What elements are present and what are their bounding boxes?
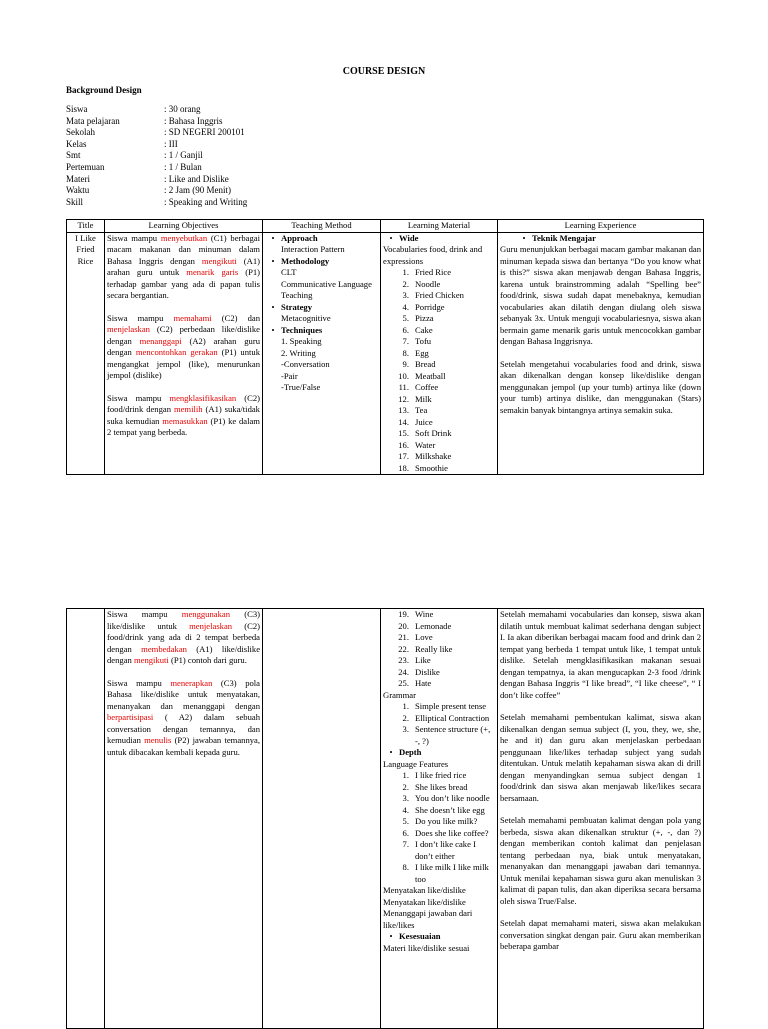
list-item [383,782,495,794]
expression-item: Menyatakan like/dislike [383,885,466,895]
list-number: 9. [402,359,409,369]
list-item-text: You don’t like noodle [415,793,490,803]
info-label: Smt [66,150,81,161]
list-number: 3. [402,290,409,300]
list-number: 20. [398,620,409,631]
list-number: 4. [402,301,409,312]
expression-item: Menanggapi jawaban dari like/likes [383,908,473,930]
learning-experience-cell [498,609,704,1029]
info-label: Pertemuan [66,161,105,172]
teaching-method-cell-empty [263,609,381,1029]
list-item-text: Fried Chicken [415,290,464,300]
bullet-icon: • [271,301,275,312]
text-span: (C2) food/drink yang ada di 2 tempat berbeda dengan [107,620,261,654]
info-value: : SD NEGERI 200101 [164,127,245,138]
wide-label: Wide [399,232,419,243]
list-item [383,348,495,360]
list-number: 23. [398,655,409,665]
list-item-text: Coffee [415,382,439,392]
methodology-label: Methodology [281,255,330,266]
info-row [66,127,247,139]
list-item-text: She doesn’t like egg [415,804,485,815]
list-number: 11. [398,382,409,392]
list-item-text: Bread [415,359,436,369]
highlighted-verb: berpartisipasi [107,712,154,722]
list-number: 13. [398,405,409,415]
vocabulary-list [383,267,495,474]
highlighted-verb: mengklasifikasikan [169,392,237,403]
experience-paragraph: Setelah memahami pembuatan kalimat dengan pola yang berbeda, siswa akan dikenalkan struktur (+, -, dan ?) dengan memberikan contoh kalimat dan penjelasan tentang perbedaan nya, biak untuk menyatakan, menanyakan dan menanggapi jawaban dari temannya. Untuk menilai kepahaman siswa guru akan menuliskan 3 kalimat di papan tulis, dan akan diperiksa secara bersama oleh siswa True/False. [500,815,701,906]
list-item [383,463,495,475]
learning-material-cell [381,609,498,1029]
info-value: : 2 Jam (90 Menit) [164,185,231,196]
list-item-text: Pizza [415,313,434,323]
text-span: Siswa mampu [107,609,182,619]
list-item [383,267,495,279]
text-span: Siswa mampu [107,392,170,403]
header-learning-objectives: Learning Objectives [105,220,263,233]
strategy-value: Metacognitive [281,313,331,323]
info-value: : Like and Dislike [164,173,229,184]
list-item-text: Dislike [415,666,440,677]
info-row [66,139,247,151]
expression-item: Menyatakan like/dislike [383,896,466,907]
list-item-text: She likes bread [415,781,468,792]
list-number: 7. [402,839,409,849]
highlighted-verb: menanggapi [139,335,182,346]
experience-paragraph: Setelah memahami vocabularies dan konsep, siswa akan dilatih untuk membuat kalimat sederhana dengan subject I. Ia akan diberikan berbagai macam food and drink dan 2 tempat yang berbeda 1 tempat untuk like, 1 tempat untuk dislike. Setelah mengklasifikasikan makanan sesuai dengan tempatnya, ia akan mengucapkan 2-3 food /drink dengan Bahasa Inggris “I like bread”, “I like cheese”, “ I don’t like coffee” [500,609,701,700]
experience-paragraph: Setelah dapat memahami materi, siswa akan melakukan conversation singkat dengan pair. Guru akan memberikan beberapa gambar [500,918,701,951]
list-number: 3. [402,724,409,734]
list-number: 3. [402,793,409,803]
bullet-icon: • [271,324,275,335]
objective-paragraph [107,678,260,759]
list-item-text: Does she like coffee? [415,827,489,838]
list-item-text: Lemonade [415,620,452,631]
list-number: 16. [398,439,409,450]
list-item [383,816,495,828]
list-number: 5. [402,816,409,826]
methodology-value: Communicative Language Teaching [281,278,372,300]
highlighted-verb: menggunakan [181,609,231,619]
highlighted-verb: memahami [173,312,212,323]
grammar-list [383,701,495,747]
list-item-text: Wine [415,609,434,619]
list-item [383,382,495,394]
text-span: (A1) suka/tidak suka kemudian [107,404,260,426]
text-span: Siswa mampu [107,677,171,688]
list-item [383,839,495,862]
highlighted-verb: mengikuti [201,255,237,266]
list-item-text: Milk [415,393,432,404]
highlighted-verb: menarik garis [186,267,239,277]
info-label: Sekolah [66,127,95,138]
text-span: (C2) dan [211,312,260,323]
wide-intro: Vocabularies food, drink and expressions [383,244,483,266]
kesesuaian-label: Kesesuaian [399,931,441,941]
page-title: COURSE DESIGN [342,66,426,77]
learning-experience-cell [498,232,704,475]
list-number: 15. [398,428,409,438]
methodology-value: CLT [281,267,297,277]
info-value: : 1 / Bulan [164,161,202,172]
title-cell-empty [67,609,105,1029]
list-item [383,290,495,302]
info-row [66,162,247,174]
list-item [383,793,495,805]
teaching-method-cell [263,232,381,475]
highlighted-verb: menyebutkan [160,232,208,243]
info-label: Materi [66,173,90,184]
list-item-text: Milkshake [415,451,452,461]
list-number: 25. [398,678,409,688]
list-number: 14. [398,416,409,427]
vocabulary-list [383,609,495,690]
technique-item: 2. Writing [281,347,316,358]
list-number: 24. [398,666,409,677]
list-item-text: Elliptical Contraction [415,712,490,723]
experience-paragraph: Setelah memahami pembentukan kalimat, siswa akan dikenalkan dengan semua subject (I, you, they, we, she, he and it) dan guru akan menjelaskan perbedaan penggunaan like/likes terhadap subject yang sudah ditentukan. Untuk melatih kepahaman siswa akan di drill dengan menyandingkan semua subject dengan 1 food/drink dan siswa akan menjawab like/likes secara bersamaan. [500,712,701,803]
text-span: (P1) contoh dari guru. [168,655,247,665]
highlighted-verb: mengikuti [133,655,169,665]
list-item-text: Meatball [415,370,446,381]
list-number: 5. [402,313,409,323]
highlighted-verb: mencontohkan gerakan [135,347,218,357]
text-span: (C2) food/drink dengan [107,392,261,414]
list-item [383,667,495,679]
objectives-cell [105,232,263,475]
info-value: : Bahasa Inggris [164,115,223,126]
text-span: (A1) arahan guru untuk [107,255,260,277]
info-value: : Speaking and Writing [164,196,248,207]
experience-paragraph: Guru menunjukkan berbagai macam gambar makanan dan minuman kepada siswa dan bertanya “Do you know what is this?” siswa akan menjawab dengan Bahasa Inggris, karena untuk brainstromming adalah “Spelling bee” food/drink, siswa sudah dapat menebaknya, kemudian vocabularies akan dilatih dengan diulang oleh siswa sebanyak 3x. Untuk menguji vocabulariesnya, siswa akan bermain game menarik garis untuk mencocokkan gambar dengan Bahasa Inggrisnya. [500,244,701,346]
kesesuaian-text: Materi like/dislike sesuai [383,942,470,953]
highlighted-verb: menjelaskan [189,620,233,631]
bullet-icon: • [271,255,275,266]
highlighted-verb: membedakan [141,643,187,654]
table-row [67,609,704,1029]
list-number: 1. [402,770,409,780]
list-item-text: Juice [415,416,433,427]
list-item-text: Like [415,655,431,665]
section-heading: Background Design [66,85,142,95]
bullet-icon: • [271,232,275,243]
header-learning-material: Learning Material [381,220,498,233]
list-item [383,828,495,840]
list-item [383,371,495,383]
info-row [66,116,247,128]
list-number: 2. [402,278,409,289]
list-number: 12. [398,393,409,404]
techniques-label: Techniques [281,324,323,335]
list-item [383,417,495,429]
info-value: : III [164,138,178,149]
text-span: (C1) berbagai macam makanan dan minuman dalam Bahasa Inggris dengan [107,232,260,266]
list-item-text: I don’t like cake I don’t either [415,839,476,861]
table-row [67,232,704,475]
list-item-text: Cake [415,324,433,335]
highlighted-verb: menjelaskan [107,324,150,334]
list-item [383,359,495,371]
document-page-2 [0,560,768,1024]
list-item-text: I like milk I like milk too [415,862,489,884]
list-number: 2. [402,781,409,792]
list-item-text: Do you like milk? [415,816,478,826]
list-item [383,621,495,633]
text-span: (P1) terhadap gambar yang ada di papan tulis secara bergantian. [107,267,261,300]
list-item [383,440,495,452]
info-row [66,185,247,197]
list-item [383,302,495,314]
list-item-text: Love [415,632,433,642]
depth-label: Depth [399,747,422,757]
list-number: 1. [402,267,409,277]
list-item-text: Egg [415,347,429,358]
highlighted-verb: memilih [173,404,203,414]
text-span: (A1) like/dislike dengan [107,643,261,665]
list-number: 2. [402,712,409,723]
list-item [383,336,495,348]
text-span: (P1) ke dalam 2 tempat yang berbeda. [107,415,260,437]
text-span: (P1) untuk mengangkat jempol (like), menurunkan jempol (dislike) [107,347,261,380]
bullet-icon: • [522,232,526,243]
objective-paragraph [107,313,260,382]
list-item [383,713,495,725]
language-features-list [383,770,495,885]
header-learning-experience: Learning Experience [498,220,704,233]
list-item [383,279,495,291]
table-header-row [67,220,704,233]
info-row [66,197,247,209]
highlighted-verb: menerapkan [170,677,213,688]
list-item [383,428,495,440]
list-number: 7. [402,336,409,346]
list-number: 4. [402,804,409,815]
list-number: 17. [398,451,409,461]
text-span: (C2) perbedaan like/dislike dengan [107,324,260,346]
list-item [383,325,495,337]
list-item-text: Sentence structure (+, -, ?) [415,724,491,746]
title-cell: I Like Fried Rice [67,232,105,475]
experience-paragraph: Setelah mengetahui vocabularies food and drink, siswa akan dikenalkan dengan konsep like/dislike dengan menggunakan jempol (up your tumb) artinya like (down your tumb) artinya dislike, dan menggunakan (Stars) semakin banyak bintangnya artinya semakin suka. [500,358,701,415]
list-item-text: Hate [415,678,432,688]
info-label: Skill [66,196,84,207]
list-number: 18. [398,462,409,473]
list-item [383,632,495,644]
list-item-text: Fried Rice [415,267,452,277]
bullet-icon: • [389,931,393,941]
list-number: 8. [402,347,409,358]
list-item-text: Tofu [415,336,432,346]
list-item-text: Tea [415,405,428,415]
text-span: (A2) arahan guru dengan [107,335,260,357]
text-span: (C3) like/dislike untuk [107,609,261,631]
text-span: (C3) pola Bahasa like/dislike untuk menyatakan, menanyakan dan menanggapi dengan [107,677,260,711]
info-label: Kelas [66,138,87,149]
list-item [383,655,495,667]
text-span: Siswa mampu [107,232,161,243]
course-design-table-page-1 [66,219,704,475]
list-number: 6. [402,324,409,335]
grammar-label: Grammar [383,689,416,700]
technique-item: 1. Speaking [281,336,322,346]
list-item [383,405,495,417]
objective-paragraph [107,233,260,302]
list-item [383,313,495,325]
info-value: : 1 / Ganjil [164,150,203,161]
bullet-icon: • [389,747,393,757]
header-teaching-method: Teaching Method [263,220,381,233]
technique-item: -Pair [281,370,298,381]
highlighted-verb: menulis [144,735,172,745]
list-item-text: Soft Drink [415,428,452,438]
bullet-icon: • [389,232,393,243]
list-item-text: I like fried rice [415,770,467,780]
list-item [383,644,495,656]
list-number: 8. [402,862,409,872]
list-item [383,678,495,690]
header-title: Title [67,220,105,233]
text-span: (P2) jawaban temannya, untuk dibacakan kembali kepada guru. [107,735,260,757]
text-span: ( A2) dalam sebuah conversation dengan temannya, dan kemudian [107,712,260,745]
list-item-text: Smoothie [415,462,448,473]
list-number: 22. [398,643,409,654]
approach-label: Approach [281,232,318,243]
info-row [66,150,247,162]
learning-material-cell [381,232,498,475]
background-info-list [66,104,247,208]
list-item [383,724,495,747]
technique-item: -True/False [281,382,321,392]
list-item-text: Really like [415,643,453,654]
technique-item: -Conversation [281,359,330,369]
list-item-text: Simple present tense [415,701,487,711]
list-item-text: Noodle [415,278,441,289]
list-item [383,394,495,406]
list-item [383,609,495,621]
info-value: : 30 orang [164,104,201,114]
objective-paragraph [107,393,260,439]
approach-value: Interaction Pattern [281,244,345,254]
list-item [383,805,495,817]
info-label: Mata pelajaran [66,115,120,126]
text-span: Siswa mampu [107,312,174,323]
objectives-cell [105,609,263,1029]
list-number: 21. [398,632,409,642]
info-label: Waktu [66,185,90,196]
list-item [383,862,495,885]
list-item-text: Water [415,439,436,450]
list-number: 6. [402,827,409,838]
objective-paragraph [107,609,260,667]
course-design-table-page-2 [66,608,704,1029]
language-features-label: Language Features [383,758,449,769]
list-number: 10. [398,370,409,381]
list-item [383,451,495,463]
list-item [383,701,495,713]
list-item-text: Porridge [415,301,445,312]
highlighted-verb: memasukkan [162,415,208,426]
info-row [66,104,247,116]
strategy-label: Strategy [281,301,313,312]
list-item [383,770,495,782]
info-label: Siswa [66,104,88,114]
list-number: 1. [402,701,409,711]
technique-label: Teknik Mengajar [532,232,596,243]
info-row [66,174,247,186]
list-number: 19. [398,609,409,619]
